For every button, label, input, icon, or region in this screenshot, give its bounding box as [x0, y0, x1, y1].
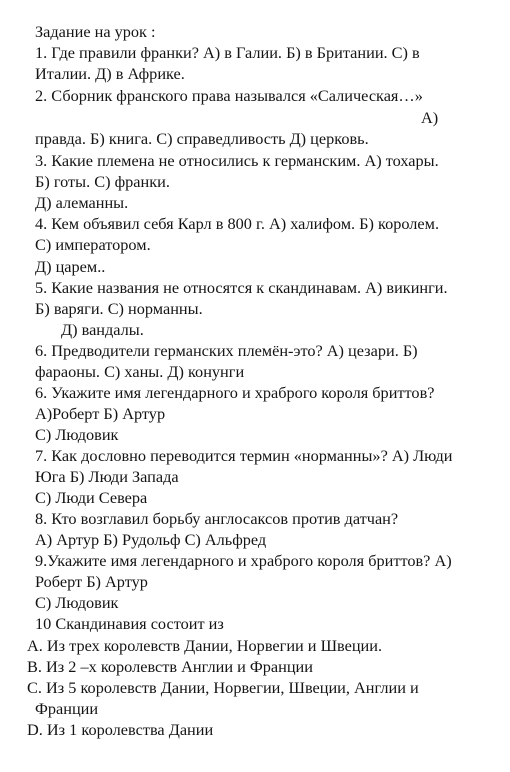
worksheet-title: Задание на урок :: [35, 22, 156, 41]
text-line: 9.Укажите имя легендарного и храброго короля бриттов? А): [35, 551, 452, 570]
text-line: А)Роберт Б) Артур: [35, 404, 166, 423]
text-line: Д) алеманны.: [35, 193, 129, 212]
text-line: B. Из 2 –х королевств Англии и Франции: [27, 657, 313, 676]
text-line: А) Артур Б) Рудольф С) Альфред: [35, 530, 267, 549]
text-line: 2. Сборник франского права назывался «Салическая…»: [35, 86, 423, 105]
text-line: 7. Как дословно переводится термин «норманны»? А) Люди: [35, 446, 453, 465]
text-line: 10 Скандинавия состоит из: [35, 614, 224, 633]
text-line: D. Из 1 королевства Дании: [27, 720, 214, 739]
text-line: Италии. Д) в Африке.: [35, 64, 185, 83]
text-line: Б) варяги. С) норманны.: [35, 299, 203, 318]
text-line: 3. Какие племена не относились к германским. А) тохары.: [35, 151, 439, 170]
text-line: A. Из трех королевств Дании, Норвегии и Швеции.: [27, 636, 383, 655]
text-line: 5. Какие названия не относятся к скандинавам. А) викинги.: [35, 278, 448, 297]
text-line: Франции: [35, 699, 99, 718]
text-line: Д) вандалы.: [61, 320, 144, 339]
text-line: С) императором.: [35, 235, 151, 254]
text-line: Роберт Б) Артур: [35, 572, 148, 591]
text-line: А): [421, 108, 439, 127]
text-line: Д) царем..: [35, 257, 106, 276]
text-line: С) Людовик: [35, 593, 119, 612]
text-line: 6. Укажите имя легендарного и храброго короля бриттов?: [35, 383, 435, 402]
text-line: С) Людовик: [35, 425, 119, 444]
text-line: 4. Кем объявил себя Карл в 800 г. А) халифом. Б) королем.: [35, 214, 440, 233]
text-line: Б) готы. С) франки.: [35, 172, 170, 191]
text-line: C. Из 5 королевств Дании, Норвегии, Швеции, Англии и: [27, 678, 419, 697]
text-line: правда. Б) книга. С) справедливость Д) церковь.: [35, 129, 369, 148]
text-line: С) Люди Севера: [35, 488, 148, 507]
text-line: 6. Предводители германских племён-это? А) цезари. Б): [35, 341, 418, 360]
text-line: 1. Где правили франки? А) в Галии. Б) в Британии. С) в: [35, 43, 420, 62]
text-line: 8. Кто возглавил борьбу англосаксов против датчан?: [35, 509, 399, 528]
text-line: Юга Б) Люди Запада: [35, 467, 179, 486]
text-line: фараоны. С) ханы. Д) конунги: [35, 362, 245, 381]
